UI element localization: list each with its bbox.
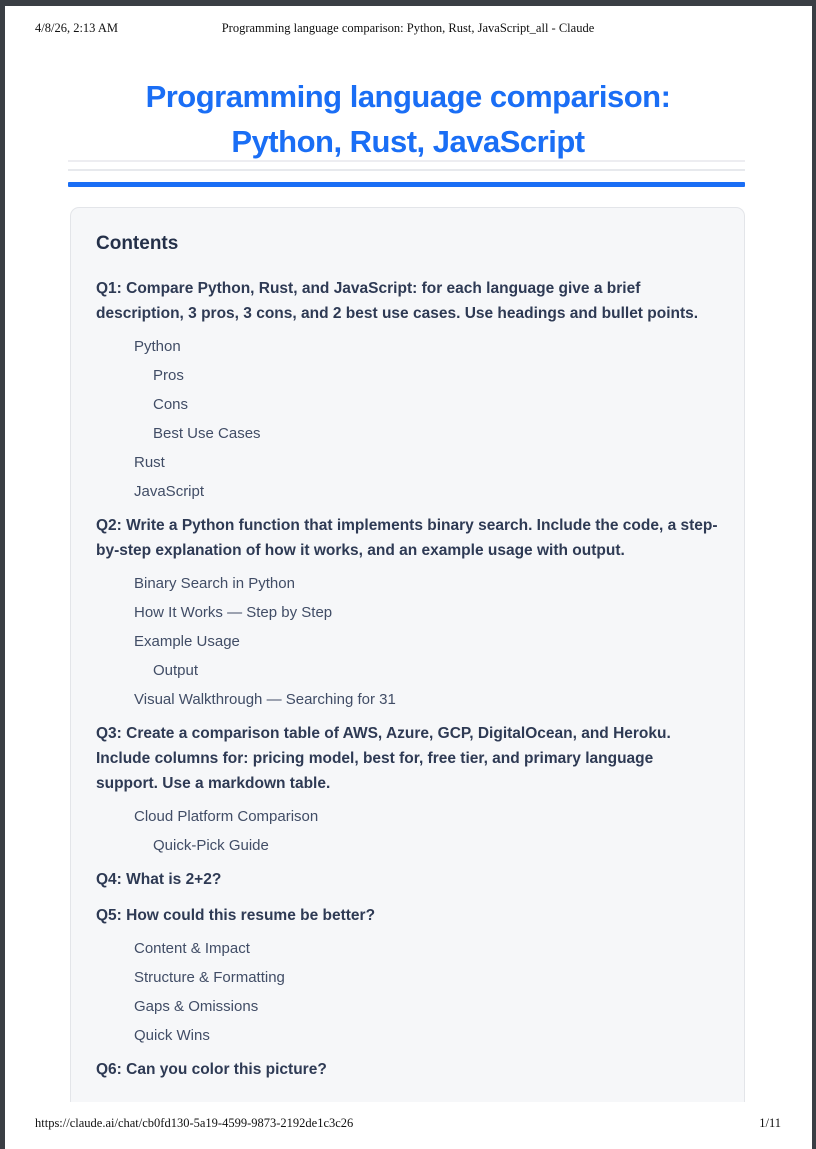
- print-doc-title: Programming language comparison: Python, Rust, JavaScript_all - Claude: [221, 21, 595, 35]
- toc-section-entry: Cloud Platform Comparison: [134, 808, 319, 825]
- toc-section-entry: Visual Walkthrough — Searching for 31: [134, 691, 396, 708]
- page-title: [68, 74, 748, 164]
- viewer-frame-right: [812, 0, 816, 1149]
- toc-section-entry: JavaScript: [134, 483, 205, 500]
- table-of-contents-card: [70, 207, 745, 1102]
- contents-heading: Contents: [96, 233, 179, 254]
- toc-question-entry: Q5: How could this resume be better?: [96, 907, 376, 924]
- toc-section-entry: Rust: [134, 454, 165, 471]
- viewer-frame-top: [0, 0, 816, 6]
- toc-section-entry: Quick Wins: [134, 1027, 210, 1044]
- page-title-line1: Programming language comparison:: [145, 79, 671, 114]
- toc-section-entry: Gaps & Omissions: [134, 998, 259, 1015]
- print-timestamp: 4/8/26, 2:13 AM: [35, 21, 118, 35]
- toc-question-entry: Q4: What is 2+2?: [96, 871, 222, 888]
- page-title-line2: Python, Rust, JavaScript: [231, 124, 585, 159]
- toc-question-entry: Q1: Compare Python, Rust, and JavaScript: for each language give a brief description, 3 pros, 3 cons, and 2 best use cases. Use headings and bullet points.: [96, 280, 699, 322]
- toc-section-entry: Quick-Pick Guide: [153, 837, 269, 854]
- viewer-frame-left: [0, 0, 5, 1149]
- accent-divider-bar: [68, 182, 745, 187]
- toc-section-entry: Example Usage: [134, 633, 240, 650]
- toc-section-entry: Python: [134, 338, 181, 355]
- toc-section-entry: Content & Impact: [134, 940, 250, 957]
- toc-section-entry: Cons: [153, 396, 189, 413]
- print-footer-page-number: 1/11: [759, 1116, 781, 1130]
- toc-question-entry: Q6: Can you color this picture?: [96, 1061, 327, 1078]
- toc-section-entry: Binary Search in Python: [134, 575, 295, 592]
- contents-list: [96, 276, 719, 1082]
- toc-section-entry: Best Use Cases: [153, 425, 261, 442]
- toc-section-entry: Pros: [153, 367, 184, 384]
- divider-line-upper: [68, 160, 745, 162]
- toc-section-entry: Structure & Formatting: [134, 969, 285, 986]
- print-footer: [0, 1116, 816, 1132]
- divider-line-lower: [68, 169, 745, 171]
- print-footer-url: https://claude.ai/chat/cb0fd130-5a19-4599-9873-2192de1c3c26: [35, 1116, 354, 1130]
- toc-section-entry: How It Works — Step by Step: [134, 604, 333, 621]
- toc-question-entry: Q2: Write a Python function that implements binary search. Include the code, a step-by-step explanation of how it works, and an example usage with output.: [96, 517, 718, 559]
- toc-question-entry: Q3: Create a comparison table of AWS, Azure, GCP, DigitalOcean, and Heroku. Include columns for: pricing model, best for, free tier, and primary language support. Use a markdown table.: [96, 725, 671, 792]
- print-header: [0, 21, 816, 37]
- toc-section-entry: Output: [153, 662, 199, 679]
